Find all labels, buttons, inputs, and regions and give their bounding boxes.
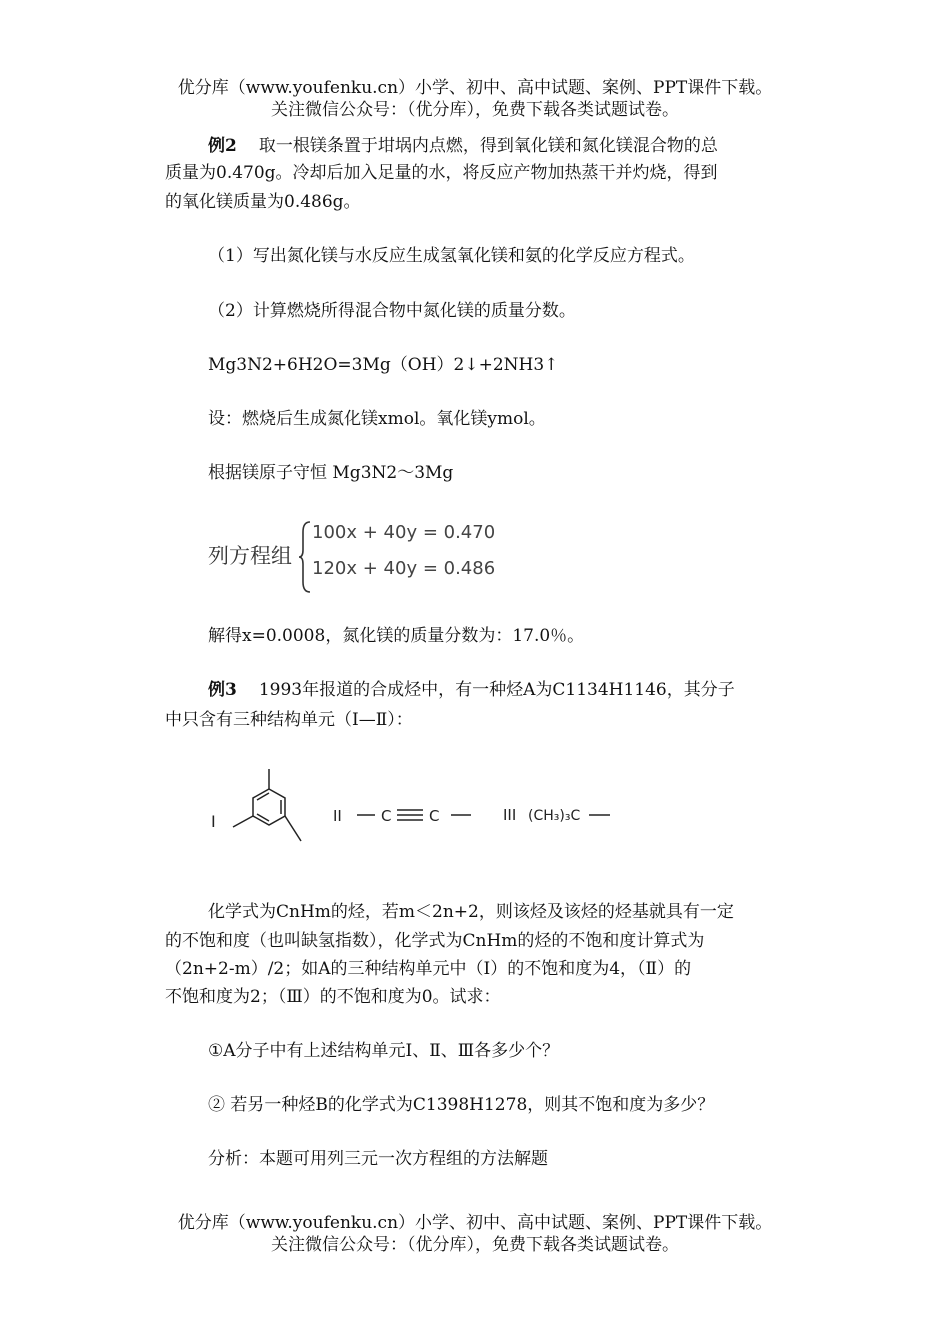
example3-question-1: ①A分子中有上述结构单元Ⅰ、Ⅱ、Ⅲ各多少个？ [208,1041,560,1061]
paragraph-line-3: （2n+2-m）/2；如A的三种结构单元中（Ⅰ）的不饱和度为4，（Ⅱ）的 [165,959,692,979]
footer-line-1: 优分库（www.youfenku.cn）小学、初中、高中试题、案例、PPT课件下载。 [177,1213,773,1233]
unit-2-label: II [333,807,342,825]
example2-text-3: 的氧化镁质量为0.486g。 [165,192,361,212]
analysis-text: 分析：本题可用列三元一次方程组的方法解题 [208,1149,548,1169]
example3-text-2: 中只含有三种结构单元（Ⅰ—Ⅱ）： [165,710,413,730]
example3-label: 例3 [208,680,237,700]
example2-question-1: （1）写出氮化镁与水反应生成氢氧化镁和氨的化学反应方程式。 [208,246,695,266]
curly-brace [298,520,312,594]
benzene-ring [233,769,301,841]
paragraph-line-1: 化学式为CnHm的烃，若m＜2n+2，则该烃及该烃的烃基就具有一定 [208,902,734,922]
example3-first-line [208,677,735,703]
footer-line-2: 关注微信公众号：（优分库），免费下载各类试题试卷。 [271,1235,679,1255]
example2-first-line [208,133,718,159]
triple-bond [397,810,423,820]
unit-3-label: III [503,806,517,824]
unit-2-carbon-2: C [429,807,440,825]
solution-text: 解得x=0.0008，氮化镁的质量分数为：17.0％。 [208,626,585,646]
unit-3-formula: (CH₃)₃C [528,808,581,824]
example2-label: 例2 [208,136,237,156]
example2-text-1: 取一根镁条置于坩埚内点燃，得到氧化镁和氮化镁混合物的总 [258,136,718,156]
equation-system [208,520,508,594]
header-line-2: 关注微信公众号：（优分库），免费下载各类试题试卷。 [271,100,679,120]
structure-units-figure [205,765,645,855]
paragraph-line-4: 不饱和度为2；（Ⅲ）的不饱和度为0。试求： [165,987,501,1007]
equation-1: 100x + 40y = 0.470 [312,522,496,543]
example2-text-2: 质量为0.470g。冷却后加入足量的水，将反应产物加热蒸干并灼烧，得到 [165,163,718,183]
header-line-1: 优分库（www.youfenku.cn）小学、初中、高中试题、案例、PPT课件下载。 [177,78,773,98]
assumption-text: 设：燃烧后生成氮化镁xmol。氧化镁ymol。 [208,409,546,429]
paragraph-line-2: 的不饱和度（也叫缺氢指数），化学式为CnHm的烃的不饱和度计算式为 [165,931,705,951]
example2-question-2: （2）计算燃烧所得混合物中氮化镁的质量分数。 [208,301,576,321]
unit-1-label: I [211,812,216,831]
equation-system-label: 列方程组 [208,544,292,568]
reaction-equation: Mg3N2+6H2O=3Mg（OH）2↓+2NH3↑ [208,355,559,375]
equation-2: 120x + 40y = 0.486 [312,558,496,579]
example3-text-1: 1993年报道的合成烃中，有一种烃A为C1134H1146，其分子 [258,680,735,700]
conservation-text: 根据镁原子守恒 Mg3N2～3Mg [208,463,454,483]
unit-2-carbon-1: C [381,807,392,825]
example3-question-2: ② 若另一种烃B的化学式为C1398H1278，则其不饱和度为多少？ [208,1095,715,1115]
